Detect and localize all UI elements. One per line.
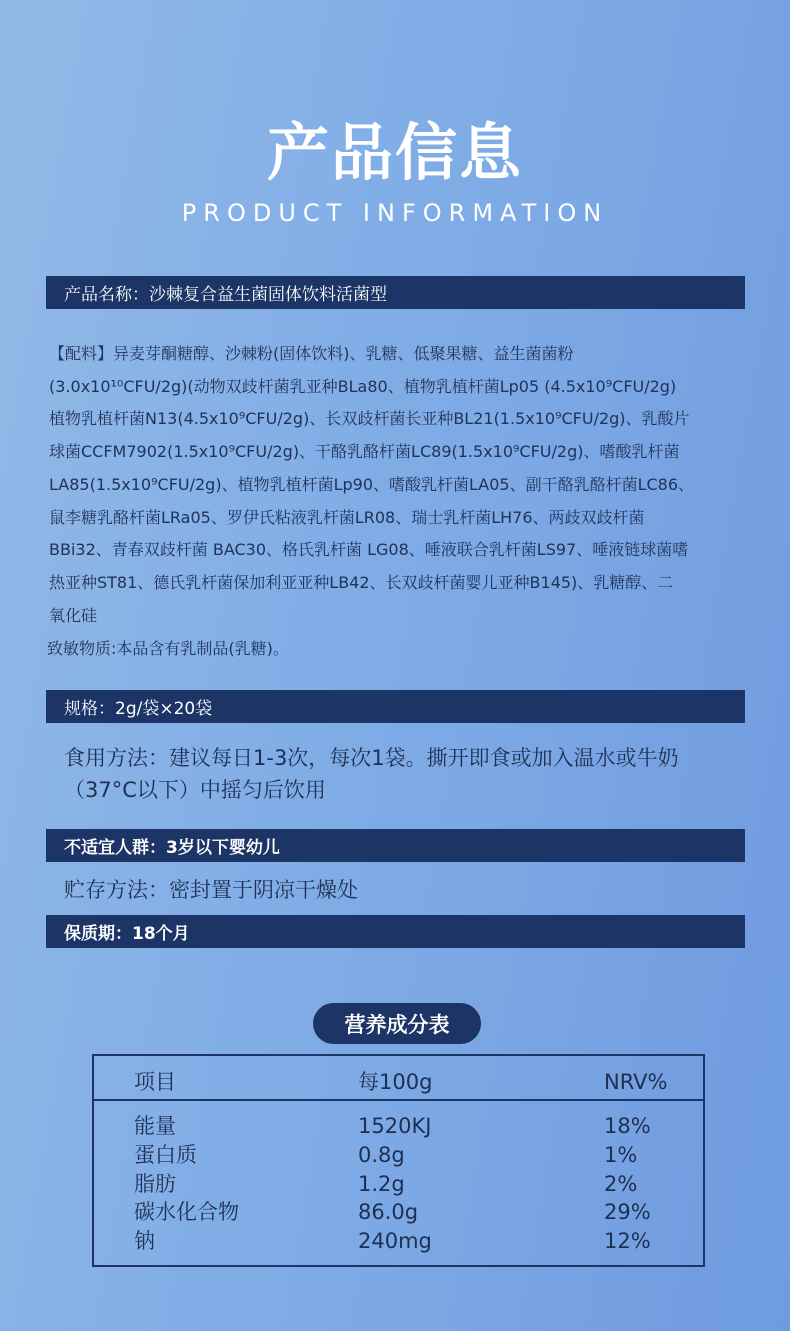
usage-line: 食用方法：建议每日1-3次，每次1袋。撕开即食或加入温水或牛奶 (64, 746, 679, 770)
header-item: 项目 (134, 1070, 176, 1094)
ingredients-label: 【配料】 (49, 344, 114, 363)
allergen-note: 致敏物质:本品含有乳制品(乳糖)。 (47, 639, 289, 658)
ingredients-block (49, 338, 749, 632)
table-row: 能量 1520KJ 18% (134, 1114, 651, 1138)
page-title: 产品信息 (266, 116, 523, 189)
table-row: 蛋白质 0.8g 1% (134, 1143, 638, 1167)
usage-line: （37°C以下）中摇匀后饮用 (64, 778, 326, 802)
nutrition-title-badge: 营养成分表 (313, 1003, 481, 1044)
storage-text: 贮存方法：密封置于阴凉干燥处 (64, 878, 358, 902)
unsuitable-bar: 不适宜人群：3岁以下婴幼儿 (46, 829, 745, 862)
ingredients-line: LA85(1.5x10⁹CFU/2g)、植物乳植杆菌Lp90、嗜酸乳杆菌LA05、副干酪乳酪杆菌LC86、 (49, 474, 695, 494)
ingredients-line: 热亚种ST81、德氏乳杆菌保加利亚亚种LB42、长双歧杆菌婴儿亚种B145)、乳糖醇、二 (49, 572, 674, 592)
ingredients-line: 鼠李糖乳酪杆菌LRa05、罗伊氏粘液乳杆菌LR08、瑞士乳杆菌LH76、两歧双歧杆菌 (49, 507, 645, 527)
nutrition-table (92, 1054, 705, 1267)
product-name-bar: 产品名称：沙棘复合益生菌固体饮料活菌型 (46, 276, 745, 309)
usage-text (64, 742, 734, 806)
header-nrv: NRV% (604, 1070, 668, 1094)
nutrition-header-row (94, 1056, 703, 1102)
table-row: 碳水化合物 86.0g 29% (134, 1200, 651, 1224)
ingredients-line: (3.0x10¹⁰CFU/2g)(动物双歧杆菌乳亚种BLa80、植物乳植杆菌Lp05 (4.5x10⁹CFU/2g) (49, 376, 677, 396)
table-row: 钠 240mg 12% (134, 1229, 651, 1253)
table-divider (94, 1099, 703, 1101)
ingredients-line: 【配料】异麦芽酮糖醇、沙棘粉(固体饮料)、乳糖、低聚果糖、益生菌菌粉 (49, 344, 574, 363)
page-subtitle: PRODUCT INFORMATION (181, 199, 609, 227)
spec-bar: 规格：2g/袋×20袋 (46, 690, 745, 723)
ingredients-line: 植物乳植杆菌N13(4.5x10⁹CFU/2g)、长双歧杆菌长亚种BL21(1.5x10⁹CFU/2g)、乳酸片 (49, 409, 690, 429)
header-per100g: 每100g (358, 1070, 433, 1094)
ingredients-line: 球菌CCFM7902(1.5x10⁹CFU/2g)、干酪乳酪杆菌LC89(1.5x10⁹CFU/2g)、嗜酸乳杆菌 (49, 442, 680, 462)
table-row: 脂肪 1.2g 2% (134, 1172, 638, 1196)
shelf-life-bar: 保质期：18个月 (46, 915, 745, 948)
ingredients-line: 氧化硅 (49, 605, 98, 625)
ingredients-line: BBi32、青春双歧杆菌 BAC30、格氏乳杆菌 LG08、唾液联合乳杆菌LS97、唾液链球菌嗜 (49, 540, 689, 560)
